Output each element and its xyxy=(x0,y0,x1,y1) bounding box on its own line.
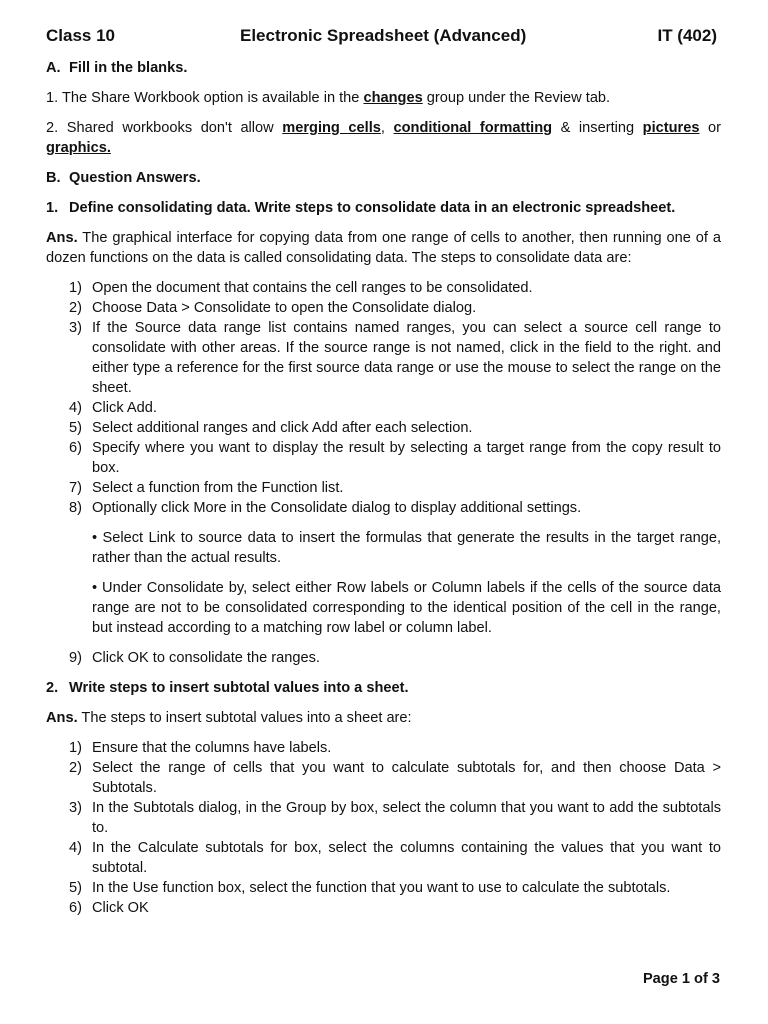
answer-2-label: Ans. xyxy=(46,710,78,726)
list-item xyxy=(46,898,721,918)
step-number: 9) xyxy=(69,650,82,666)
list-item xyxy=(46,758,721,798)
list-item xyxy=(46,298,721,318)
step-text: Select additional ranges and click Add after each selection. xyxy=(92,420,473,436)
step-number: 6) xyxy=(69,900,82,916)
step-text: Specify where you want to display the result by selecting a target range from the copy result to box. xyxy=(92,440,721,476)
list-item xyxy=(46,648,721,668)
question-2 xyxy=(46,678,721,698)
section-b-heading xyxy=(46,168,721,188)
bullet-link-to-source: • Select Link to source data to insert the formulas that generate the results in the target range, rather than the actual results. xyxy=(92,530,721,566)
list-item xyxy=(46,278,721,298)
class-label: Class 10 xyxy=(46,26,115,45)
step-number: 3) xyxy=(69,320,82,336)
question-2-number: 2. xyxy=(46,680,59,696)
list-item xyxy=(46,498,721,518)
list-item xyxy=(46,318,721,398)
step-text: If the Source data range list contains named ranges, you can select a source cell range to consolidate with other areas. If the source range is not named, click in the field to the right. and either type a reference for the first source data range or use the mouse to select the range on the sheet. xyxy=(92,320,721,396)
step-text: Open the document that contains the cell ranges to be consolidated. xyxy=(92,280,533,296)
list-item xyxy=(46,878,721,898)
answer-1-steps xyxy=(46,278,721,518)
section-a-heading xyxy=(46,58,721,78)
fill-blank-2-answer-2: conditional formatting xyxy=(393,120,553,136)
subject-title: Electronic Spreadsheet (Advanced) xyxy=(240,26,527,45)
step-number: 6) xyxy=(69,440,82,456)
list-item xyxy=(46,738,721,758)
list-item xyxy=(46,418,721,438)
step-number: 4) xyxy=(69,840,82,856)
question-1-text: Define consolidating data. Write steps to consolidate data in an electronic spreadsheet. xyxy=(69,200,676,216)
answer-1-intro xyxy=(46,228,721,268)
step-text: In the Use function box, select the function that you want to use to calculate the subtotals. xyxy=(92,880,671,896)
section-a-label: A. xyxy=(46,60,61,76)
step-text: Select the range of cells that you want to calculate subtotals for, and then choose Data > Subtotals. xyxy=(92,760,721,796)
subject-code: IT (402) xyxy=(657,26,717,45)
answer-1-final-step xyxy=(46,648,721,668)
question-1 xyxy=(46,198,721,218)
step-text: Click OK to consolidate the ranges. xyxy=(92,650,320,666)
fill-blank-1 xyxy=(46,88,721,108)
step-text: In the Subtotals dialog, in the Group by box, select the column that you want to add the subtotals to. xyxy=(92,800,721,836)
step-number: 4) xyxy=(69,400,82,416)
question-1-number: 1. xyxy=(46,200,59,216)
step-text: Ensure that the columns have labels. xyxy=(92,740,332,756)
section-b-label: B. xyxy=(46,170,61,186)
fill-blank-1-answer: changes xyxy=(363,90,423,106)
step-text: Choose Data > Consolidate to open the Consolidate dialog. xyxy=(92,300,477,316)
answer-2-steps xyxy=(46,738,721,918)
fill-blank-2-answer-4: graphics. xyxy=(46,140,111,156)
step-number: 8) xyxy=(69,500,82,516)
section-a-title: Fill in the blanks. xyxy=(69,60,188,76)
step-number: 1) xyxy=(69,280,82,296)
answer-2-text: The steps to insert subtotal values into a sheet are: xyxy=(77,710,412,726)
list-item xyxy=(46,798,721,838)
step-number: 2) xyxy=(69,760,82,776)
step-number: 7) xyxy=(69,480,82,496)
document-page xyxy=(46,26,721,928)
answer-2-intro xyxy=(46,708,721,728)
step-number: 3) xyxy=(69,800,82,816)
question-2-text: Write steps to insert subtotal values into a sheet. xyxy=(69,680,409,696)
page-number: Page 1 of 3 xyxy=(642,971,720,987)
step-number: 1) xyxy=(69,740,82,756)
page-header xyxy=(46,26,721,50)
fill-blank-2 xyxy=(46,118,721,158)
list-item xyxy=(46,478,721,498)
step-text: In the Calculate subtotals for box, select the columns containing the values that you want to subtotal. xyxy=(92,840,721,876)
step-number: 5) xyxy=(69,420,82,436)
fill-blank-2-prefix: 2. Shared workbooks don't allow xyxy=(46,120,283,136)
fill-blank-2-sep-3: or xyxy=(699,120,721,136)
fill-blank-2-answer-1: merging cells xyxy=(282,120,381,136)
fill-blank-2-answer-3: pictures xyxy=(642,120,700,136)
list-item xyxy=(46,398,721,418)
step-number: 2) xyxy=(69,300,82,316)
bullet-consolidate-by: • Under Consolidate by, select either Row labels or Column labels if the cells of the source data range are not to be consolidated corresponding to the identical position of the cell in the range, but instead according to a matching row label or column label. xyxy=(92,580,721,636)
step-text: Click Add. xyxy=(92,400,157,416)
answer-1-label: Ans. xyxy=(46,230,78,246)
list-item xyxy=(46,438,721,478)
section-b-title: Question Answers. xyxy=(69,170,201,186)
fill-blank-1-suffix: group under the Review tab. xyxy=(422,90,611,106)
step-text: Click OK xyxy=(92,900,149,916)
fill-blank-2-sep-2: & inserting xyxy=(552,120,643,136)
fill-blank-1-prefix: 1. The Share Workbook option is available in the xyxy=(46,90,364,106)
step-number: 5) xyxy=(69,880,82,896)
step-text: Optionally click More in the Consolidate dialog to display additional settings. xyxy=(92,500,582,516)
step-text: Select a function from the Function list. xyxy=(92,480,344,496)
list-item xyxy=(46,838,721,878)
answer-1-text: The graphical interface for copying data from one range of cells to another, then running one of a dozen functions on the data is called consolidating data. The steps to consolidate data are: xyxy=(46,230,721,266)
fill-blank-2-sep-1: , xyxy=(380,120,394,136)
